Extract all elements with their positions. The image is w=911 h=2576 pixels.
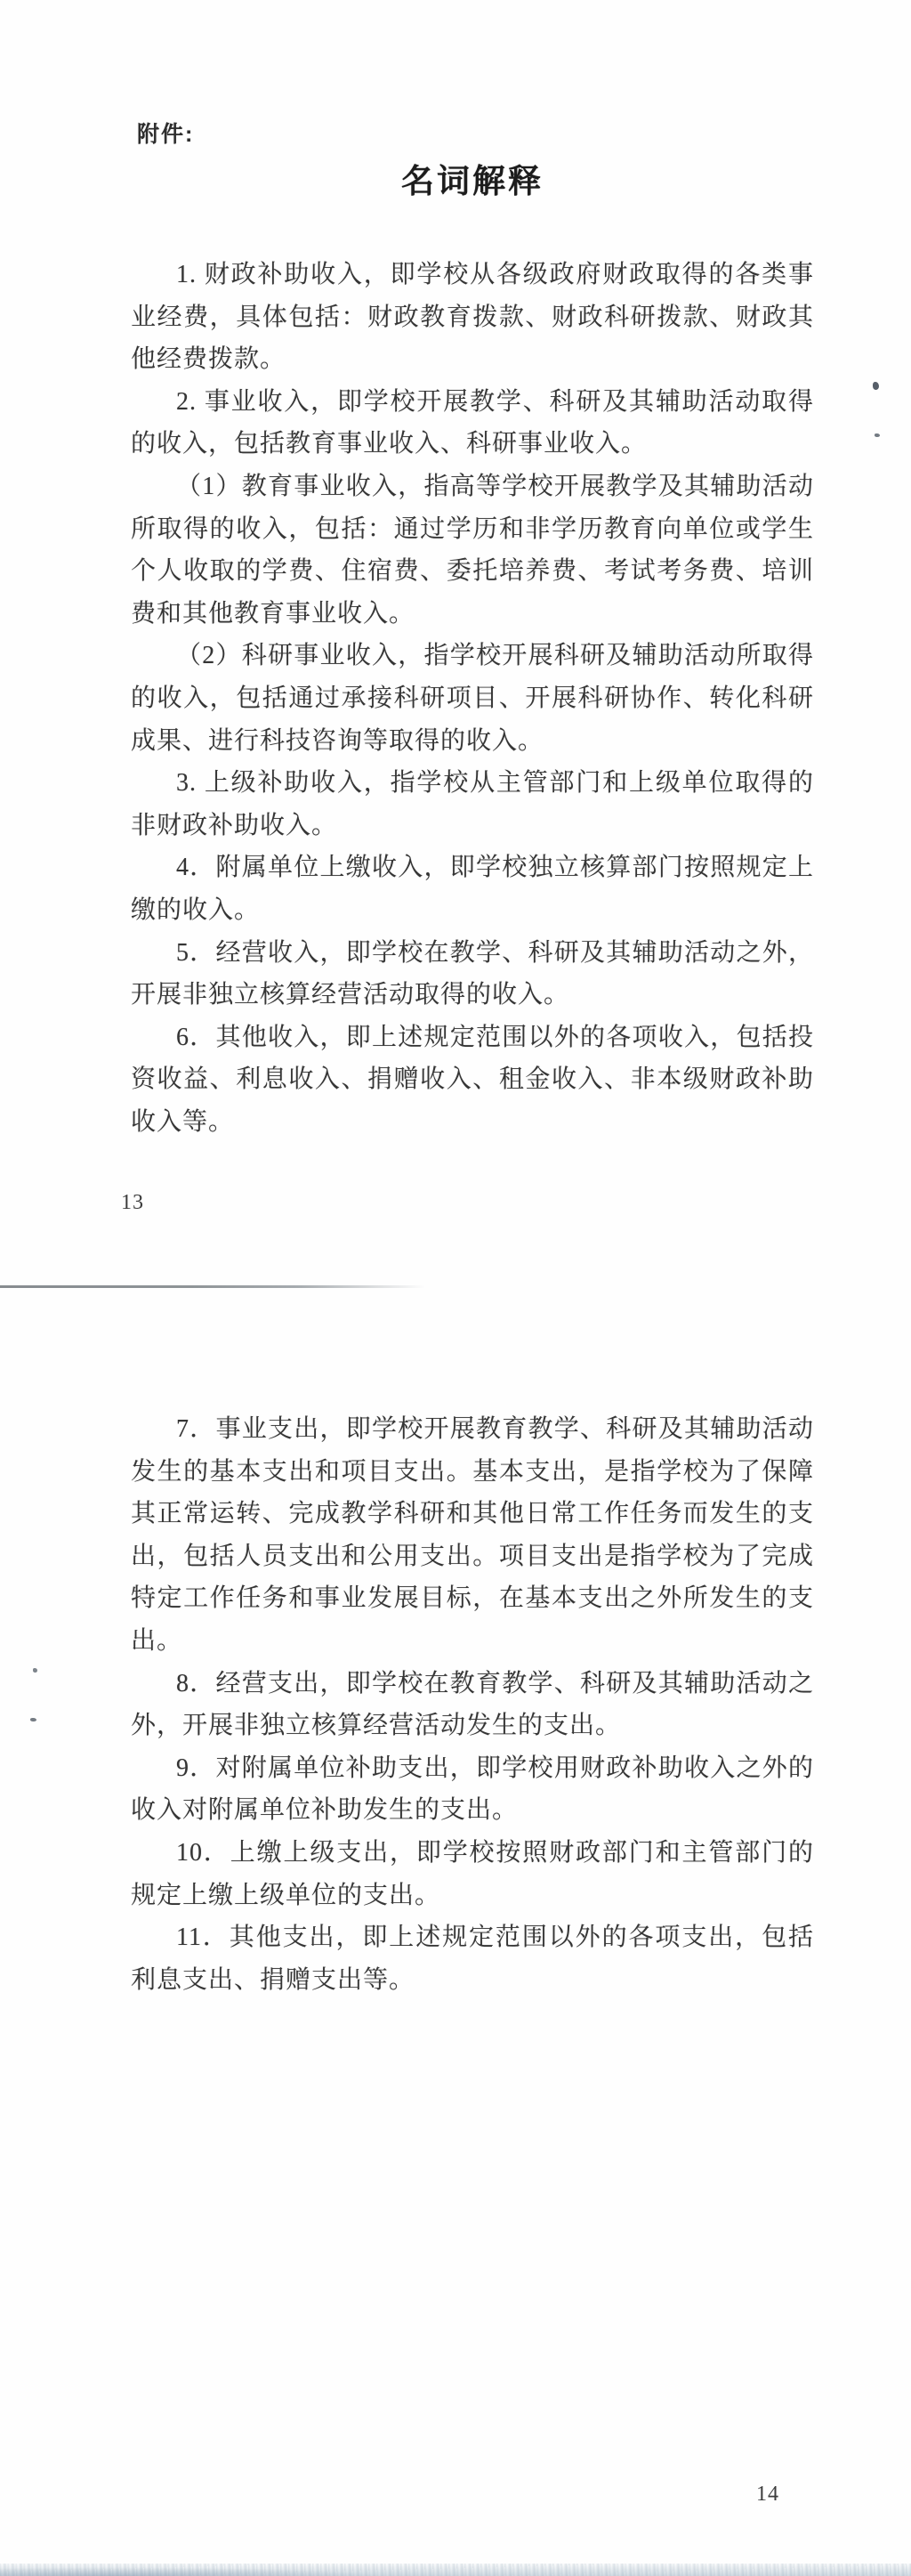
scan-speck xyxy=(30,1718,36,1721)
page-title: 名词解释 xyxy=(401,164,544,200)
page-break-divider xyxy=(0,1285,425,1288)
paragraph: 4．附属单位上缴收入，即学校独立核算部门按照规定上缴的收入。 xyxy=(131,854,814,924)
paragraph: 3. 上级补助收入，指学校从主管部门和上级单位取得的非财政补助收入。 xyxy=(131,769,814,839)
scan-noise-blob xyxy=(0,2567,383,2576)
paragraph: 5．经营收入，即学校在教学、科研及其辅助活动之外，开展非独立核算经营活动取得的收入。 xyxy=(131,938,814,1009)
page-number: 13 xyxy=(121,1191,144,1214)
paragraph: （1）教育事业收入，指高等学校开展教学及其辅助活动所取得的收入，包括：通过学历和非学历教育向单位或学生个人收取的学费、住宿费、委托培养费、考试考务费、培训费和其他教育事业收入。 xyxy=(131,472,814,628)
page2-body xyxy=(131,1408,814,2001)
paragraph: 1. 财政补助收入，即学校从各级政府财政取得的各类事业经费，具体包括：财政教育拨款、财政科研拨款、财政其他经费拨款。 xyxy=(131,261,814,374)
attachment-label: 附件: xyxy=(137,122,195,147)
page1-body xyxy=(131,254,814,1143)
paragraph: 10．上缴上级支出，即学校按照财政部门和主管部门的规定上缴上级单位的支出。 xyxy=(131,1838,814,1909)
paragraph: 8．经营支出，即学校在教育教学、科研及其辅助活动之外，开展非独立核算经营活动发生的支出。 xyxy=(131,1669,814,1740)
page-number: 14 xyxy=(756,2483,779,2506)
paragraph: 9．对附属单位补助支出，即学校用财政补助收入之外的收入对附属单位补助发生的支出。 xyxy=(131,1754,814,1825)
paragraph: 7．事业支出，即学校开展教育教学、科研及其辅助活动发生的基本支出和项目支出。基本支出，是指学校为了保障其正常运转、完成教学科研和其他日常工作任务而发生的支出，包括人员支出和公用支出。项目支出是指学校为了完成特定工作任务和事业发展目标，在基本支出之外所发生的支出。 xyxy=(131,1415,814,1655)
scan-speck xyxy=(875,433,880,437)
paragraph: 6．其他收入，即上述规定范围以外的各项收入，包括投资收益、利息收入、捐赠收入、租金收入、非本级财政补助收入等。 xyxy=(131,1023,814,1136)
paragraph: （2）科研事业收入，指学校开展科研及辅助活动所取得的收入，包括通过承接科研项目、开展科研协作、转化科研成果、进行科技咨询等取得的收入。 xyxy=(131,642,814,755)
paragraph: 2. 事业收入，即学校开展教学、科研及其辅助活动取得的收入，包括教育事业收入、科研事业收入。 xyxy=(131,387,814,458)
scan-speck xyxy=(33,1668,37,1673)
paragraph: 11．其他支出，即上述规定范围以外的各项支出，包括利息支出、捐赠支出等。 xyxy=(131,1924,814,1994)
scan-speck xyxy=(873,382,879,390)
